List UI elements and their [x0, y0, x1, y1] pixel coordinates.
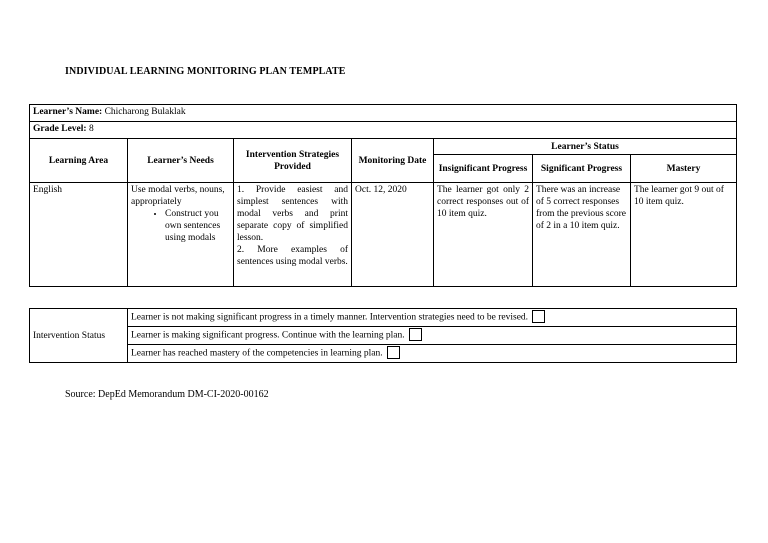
table-row [30, 183, 737, 287]
document-title: INDIVIDUAL LEARNING MONITORING PLAN TEMPLATE [65, 66, 346, 77]
cell-insignificant-progress: The learner got only 2 correct responses out of 10 item quiz. [434, 183, 533, 287]
intervention-status-table [29, 308, 737, 363]
grade-level-label: Grade Level: [33, 124, 87, 134]
grade-level-row [30, 122, 737, 139]
needs-bullet: • Construct you own sentences using modals [165, 208, 230, 244]
cell-learning-area: English [30, 183, 128, 287]
status-option-continue [128, 327, 737, 345]
checkbox[interactable] [387, 346, 400, 359]
cell-monitoring-date: Oct. 12, 2020 [352, 183, 434, 287]
source-citation: Source: DepEd Memorandum DM-CI-2020-00162 [65, 389, 269, 400]
needs-intro: Use modal verbs, nouns, appropriately [131, 185, 225, 207]
header-significant-progress: Significant Progress [533, 155, 631, 183]
learner-name-value: Chicharong Bulaklak [104, 107, 186, 117]
learner-name-row [30, 105, 737, 122]
header-mastery: Mastery [631, 155, 737, 183]
header-insignificant-progress: Insignificant Progress [434, 155, 533, 183]
status-option-text: Learner is not making significant progress in a timely manner. Intervention strategies need to be revised. [131, 312, 529, 323]
header-intervention-strategies: Intervention Strategies Provided [234, 139, 352, 183]
cell-learners-needs [128, 183, 234, 287]
cell-mastery: The learner got 9 out of 10 item quiz. [631, 183, 737, 287]
needs-list [131, 208, 230, 244]
intervention-item-2: 2. More examples of sentences using modal verbs. [237, 245, 348, 267]
header-learners-needs: Learner’s Needs [128, 139, 234, 183]
status-option-revise [128, 309, 737, 327]
cell-significant-progress: There was an increase of 5 correct responses from the previous score of 2 in a 10 item quiz. [533, 183, 631, 287]
header-learners-status: Learner’s Status [434, 139, 737, 155]
learner-name-label: Learner’s Name: [33, 107, 103, 117]
header-monitoring-date: Monitoring Date [352, 139, 434, 183]
intervention-item-1: 1. Provide easiest and simplest sentences with modal verbs and print separate copy of simplified lesson. [237, 185, 348, 243]
header-learning-area: Learning Area [30, 139, 128, 183]
checkbox[interactable] [409, 328, 422, 341]
monitoring-plan-table [29, 104, 737, 287]
grade-level-value: 8 [88, 124, 94, 134]
checkbox[interactable] [532, 310, 545, 323]
status-option-text: Learner has reached mastery of the competencies in learning plan. [131, 348, 383, 359]
cell-intervention-strategies [234, 183, 352, 287]
intervention-status-label: Intervention Status [30, 309, 128, 363]
status-option-text: Learner is making significant progress. Continue with the learning plan. [131, 330, 405, 341]
status-option-mastery [128, 345, 737, 363]
